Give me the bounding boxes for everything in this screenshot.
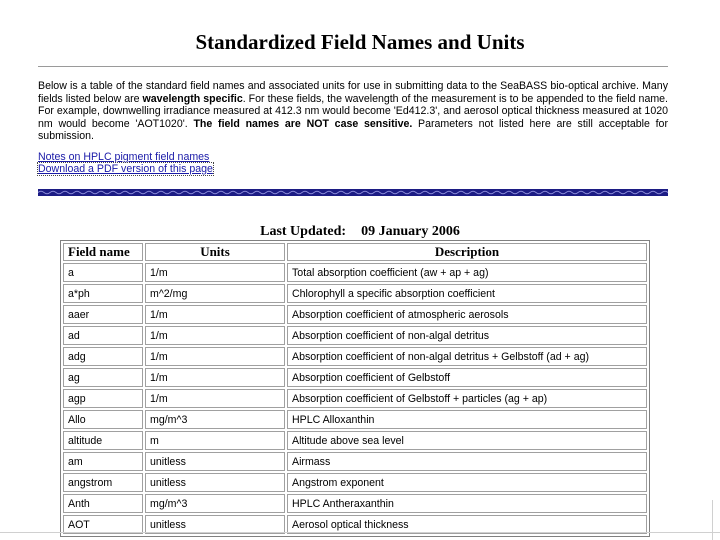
cell-description: Absorption coefficient of atmospheric aerosols (287, 305, 647, 324)
table-row (63, 494, 647, 513)
cell-field: ag (63, 368, 143, 387)
viewport-edge-right (712, 500, 713, 540)
last-updated (0, 224, 720, 240)
cell-description: Airmass (287, 452, 647, 471)
intro-text-3: Parameters not listed here are still acceptable for submission. (38, 117, 668, 143)
table-header-row (63, 243, 647, 261)
cell-field: altitude (63, 431, 143, 450)
cell-description: Absorption coefficient of non-algal detritus + Gelbstoff (ad + ag) (287, 347, 647, 366)
intro-bold-2: The field names are NOT case sensitive. (193, 117, 413, 130)
wave-pattern-icon (38, 189, 668, 196)
cell-units: mg/m^3 (145, 494, 285, 513)
cell-description: Total absorption coefficient (aw + ap + ag) (287, 263, 647, 282)
table-row (63, 284, 647, 303)
cell-description: HPLC Antheraxanthin (287, 494, 647, 513)
table-row (63, 431, 647, 450)
cell-units: m (145, 431, 285, 450)
cell-field: agp (63, 389, 143, 408)
cell-units: unitless (145, 515, 285, 534)
cell-field: Allo (63, 410, 143, 429)
page-title: Standardized Field Names and Units (195, 30, 525, 54)
table-row (63, 347, 647, 366)
cell-description: HPLC Alloxanthin (287, 410, 647, 429)
header-field-name: Field name (63, 243, 143, 261)
cell-field: a*ph (63, 284, 143, 303)
cell-description: Angstrom exponent (287, 473, 647, 492)
table-row (63, 410, 647, 429)
cell-field: adg (63, 347, 143, 366)
cell-units: m^2/mg (145, 284, 285, 303)
header-units: Units (145, 243, 285, 261)
cell-description: Chlorophyll a specific absorption coefficient (287, 284, 647, 303)
intro-text-1: Below is a table of the standard field names and associated units for use in submitting data to the SeaBASS bio-optical archive. Many fields listed below are (38, 80, 668, 105)
cell-units: unitless (145, 473, 285, 492)
pdf-download-link[interactable]: Download a PDF version of this page (38, 163, 213, 175)
cell-field: AOT (63, 515, 143, 534)
cell-units: unitless (145, 452, 285, 471)
hplc-notes-link[interactable]: Notes on HPLC pigment field names (38, 151, 210, 163)
cell-field: a (63, 263, 143, 282)
table-row (63, 452, 647, 471)
table-row (63, 263, 647, 282)
cell-field: angstrom (63, 473, 143, 492)
table-row (63, 305, 647, 324)
last-updated-date: 09 January 2006 (361, 224, 460, 239)
table-row (63, 326, 647, 345)
cell-description: Aerosol optical thickness (287, 515, 647, 534)
table-row (63, 473, 647, 492)
intro-paragraph (38, 80, 668, 143)
cell-units: 1/m (145, 263, 285, 282)
cell-units: 1/m (145, 326, 285, 345)
intro-bold-1: wavelength specific (142, 92, 243, 105)
table-row (63, 389, 647, 408)
intro-text-2: . For these fields, the wavelength of the measurement is to be appended to the field name. For example, downwelling irradiance measured at 412.3 nm would become 'Ed412.3', and aerosol optical thickness measured at 1020 nm would become 'AOT1020'. (38, 92, 668, 130)
cell-units: mg/m^3 (145, 410, 285, 429)
decorative-wave-bar (38, 189, 668, 196)
cell-field: aaer (63, 305, 143, 324)
cell-units: 1/m (145, 368, 285, 387)
table-row (63, 368, 647, 387)
last-updated-label: Last Updated: (260, 224, 347, 239)
header-description: Description (287, 243, 647, 261)
cell-units: 1/m (145, 347, 285, 366)
viewport-edge (0, 532, 720, 533)
cell-description: Absorption coefficient of Gelbstoff + particles (ag + ap) (287, 389, 647, 408)
cell-field: Anth (63, 494, 143, 513)
links-block (38, 151, 213, 175)
cell-field: ad (63, 326, 143, 345)
cell-description: Altitude above sea level (287, 431, 647, 450)
field-table (60, 240, 650, 537)
cell-description: Absorption coefficient of non-algal detritus (287, 326, 647, 345)
title-divider (38, 66, 668, 67)
cell-units: 1/m (145, 389, 285, 408)
cell-field: am (63, 452, 143, 471)
cell-units: 1/m (145, 305, 285, 324)
cell-description: Absorption coefficient of Gelbstoff (287, 368, 647, 387)
